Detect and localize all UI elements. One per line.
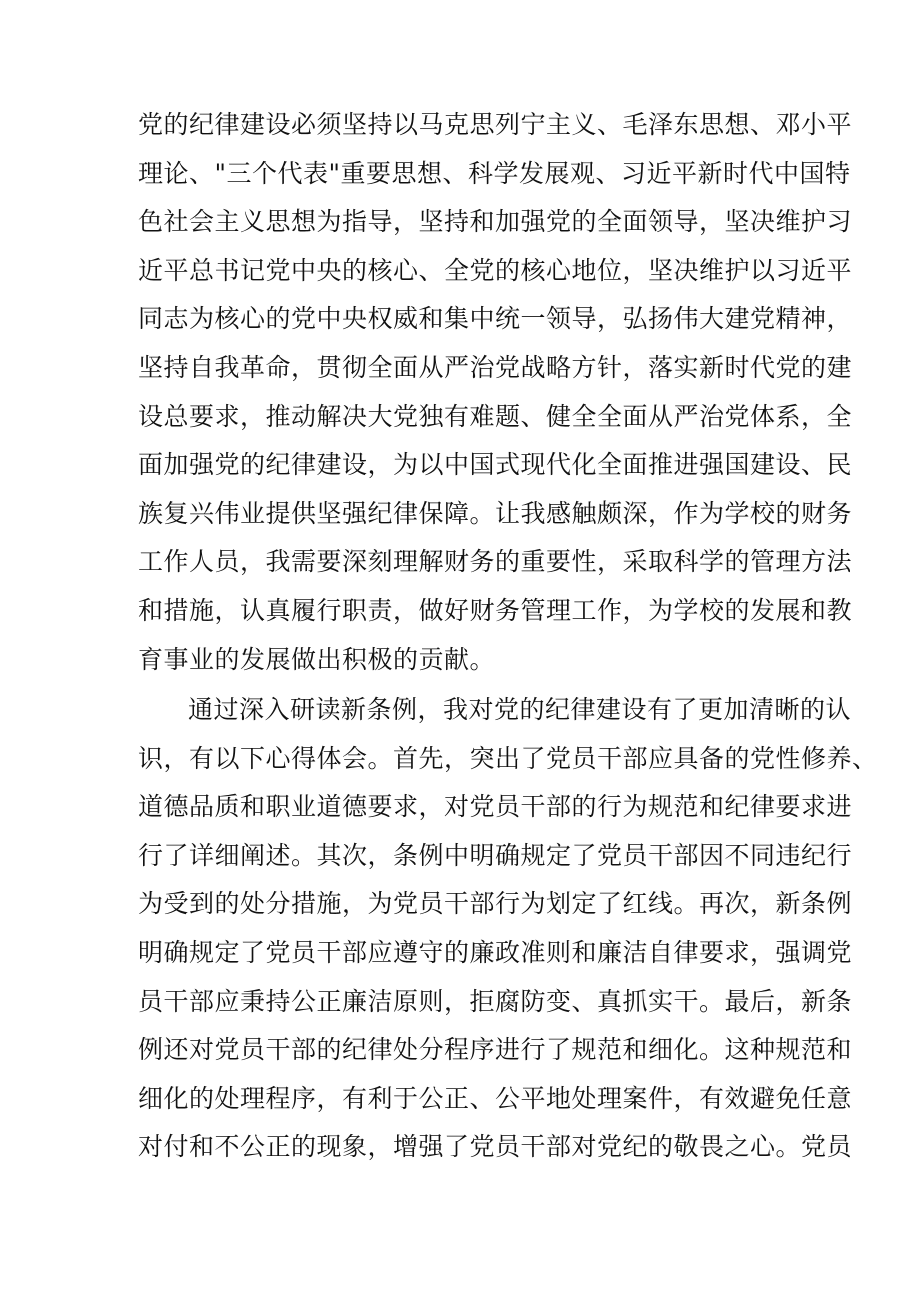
paragraph-1-line: 近平总书记党中央的核心、全党的核心地位，坚决维护以习近平: [138, 255, 853, 285]
paragraph-1-line: 党的纪律建设必须坚持以马克思列宁主义、毛泽东思想、邓小平: [138, 110, 853, 139]
paragraph-1-line: 育事业的发展做出积极的贡献。: [138, 644, 496, 674]
paragraph-2-line: 对付和不公正的现象，增强了党员干部对党纪的敬畏之心。党员: [138, 1132, 853, 1162]
paragraph-1-line: 工作人员，我需要深刻理解财务的重要性，采取科学的管理方法: [138, 547, 853, 577]
paragraph-2-line: 明确规定了党员干部应遵守的廉政准则和廉洁自律要求，强调党: [138, 937, 853, 967]
paragraph-2-line: 行了详细阐述。其次，条例中明确规定了党员干部因不同违纪行: [138, 840, 853, 870]
paragraph-1-line: 设总要求，推动解决大党独有难题、健全全面从严治党体系，全: [138, 401, 853, 431]
paragraph-2-line: 员干部应秉持公正廉洁原则，拒腐防变、真抓实干。最后，新条: [138, 986, 853, 1016]
paragraph-1-line: 和措施，认真履行职责，做好财务管理工作，为学校的发展和教: [138, 595, 853, 625]
paragraph-2-line: 细化的处理程序，有利于公正、公平地处理案件，有效避免任意: [138, 1083, 853, 1113]
paragraph-2-line: 通过深入研读新条例，我对党的纪律建设有了更加清晰的认: [188, 695, 852, 724]
paragraph-1-line: 同志为核心的党中央权威和集中统一领导，弘扬伟大建党精神，: [138, 304, 853, 334]
paragraph-1: [138, 101, 853, 684]
paragraph-1-line: 坚持自我革命，贯彻全面从严治党战略方针，落实新时代党的建: [138, 352, 853, 382]
paragraph-2-line: 道德品质和职业道德要求，对党员干部的行为规范和纪律要求进: [138, 792, 853, 822]
paragraph-2-line: 识，有以下心得体会。首先，突出了党员干部应具备的党性修养、: [138, 743, 878, 773]
paragraph-2-line: 例还对党员干部的纪律处分程序进行了规范和细化。这种规范和: [138, 1035, 853, 1065]
paragraph-1-line: 族复兴伟业提供坚强纪律保障。让我感触颇深，作为学校的财务: [138, 498, 853, 528]
paragraph-2: [138, 686, 878, 1172]
paragraph-1-line: 面加强党的纪律建设，为以中国式现代化全面推进强国建设、民: [138, 450, 853, 480]
paragraph-2-line: 为受到的处分措施，为党员干部行为划定了红线。再次，新条例: [138, 889, 853, 919]
paragraph-1-line: 理论、"三个代表"重要思想、科学发展观、习近平新时代中国特: [138, 158, 851, 188]
paragraph-1-line: 色社会主义思想为指导，坚持和加强党的全面领导，坚决维护习: [138, 207, 853, 237]
